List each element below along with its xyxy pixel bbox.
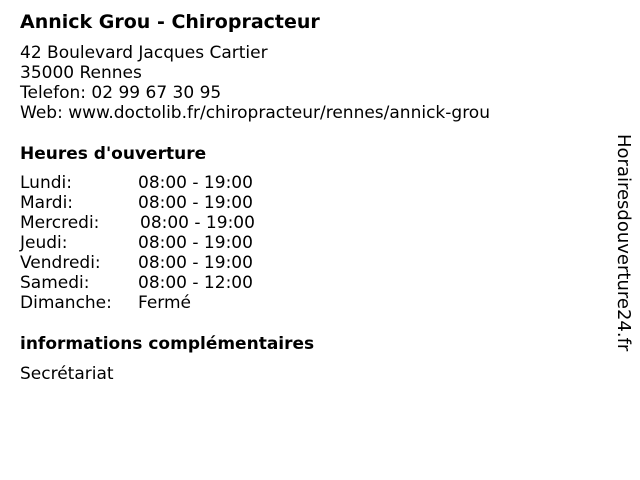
time-value: 08:00 - 19:00 (138, 193, 253, 213)
day-label: Samedi: (20, 273, 90, 293)
day-label: Mercredi: (20, 213, 100, 233)
time-value: 08:00 - 19:00 (138, 173, 253, 193)
opening-hours-table (20, 173, 280, 313)
phone-line: Telefon: 02 99 67 30 95 (20, 83, 222, 103)
contact-block (20, 43, 490, 123)
website-line: Web: www.doctolib.fr/chiropracteur/rennes/annick-grou (20, 103, 490, 123)
day-label: Jeudi: (20, 233, 68, 253)
hours-row-saturday (20, 273, 280, 293)
additional-info-heading: informations complémentaires (20, 334, 315, 354)
hours-row-sunday (20, 293, 280, 313)
time-value: 08:00 - 19:00 (138, 253, 253, 273)
city-line: 35000 Rennes (20, 63, 142, 83)
time-value: Fermé (138, 293, 192, 313)
time-value: 08:00 - 12:00 (138, 273, 253, 293)
time-value: 08:00 - 19:00 (140, 213, 255, 233)
hours-row-tuesday (20, 193, 280, 213)
hours-row-friday (20, 253, 280, 273)
site-watermark: Horairesdouverture24.fr (613, 134, 634, 352)
hours-row-thursday (20, 233, 280, 253)
day-label: Vendredi: (20, 253, 101, 273)
time-value: 08:00 - 19:00 (138, 233, 253, 253)
hours-row-wednesday (20, 213, 280, 233)
day-label: Dimanche: (20, 293, 112, 313)
day-label: Mardi: (20, 193, 74, 213)
hours-row-monday (20, 173, 280, 193)
address-line: 42 Boulevard Jacques Cartier (20, 43, 268, 63)
day-label: Lundi: (20, 173, 72, 193)
opening-hours-heading: Heures d'ouverture (20, 144, 207, 164)
additional-info-text: Secrétariat (20, 364, 114, 384)
page-title: Annick Grou - Chiropracteur (20, 11, 320, 33)
